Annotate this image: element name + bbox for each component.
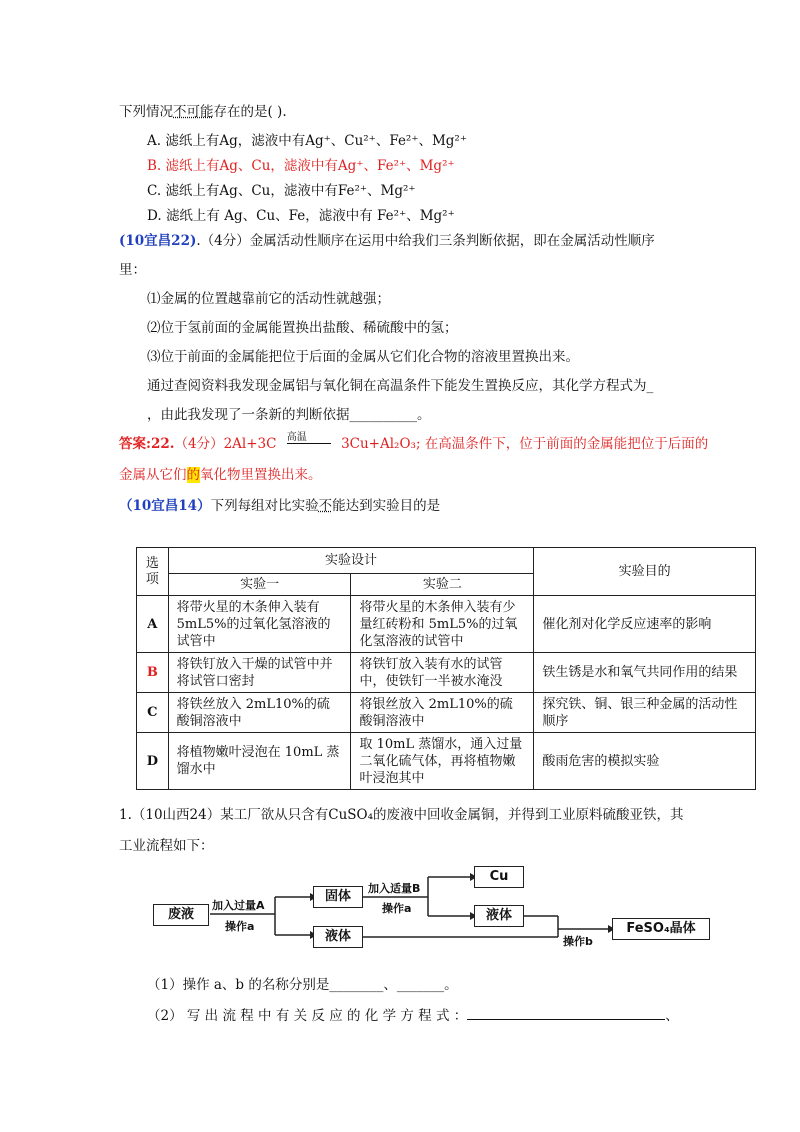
flow-liquid-box: 液体: [313, 926, 363, 948]
row-purpose: 酸雨危害的模拟实验: [534, 733, 756, 790]
row-exp2: 取 10mL 蒸馏水，通入过量二氧化硫气体，再将植物嫩叶浸泡其中: [351, 733, 534, 790]
header-exp1: 实验一: [168, 574, 351, 596]
q22-rule-3: ⑶位于前面的金属能把位于后面的金属从它们化合物的溶液里置换出来。: [147, 349, 579, 365]
row-exp1: 将植物嫩叶浸泡在 10mL 蒸馏水中: [168, 733, 351, 790]
row-purpose: 探究铁、铜、银三种金属的活动性顺序: [534, 693, 756, 733]
flow-cu-box: Cu: [474, 866, 524, 888]
row-exp2: 将银丝放入 2mL10%的硫酸铜溶液中: [351, 693, 534, 733]
flow-op-a-label: 操作a: [225, 920, 255, 933]
q22-intro-2: 里：: [119, 262, 146, 278]
reaction-arrow: 高温: [281, 436, 337, 452]
row-option: B: [137, 653, 169, 693]
header-option: 选项: [137, 548, 169, 596]
row-option: C: [137, 693, 169, 733]
q1-stem: 下列情况不可能存在的是( ).: [119, 104, 287, 120]
row-exp1: 将带火星的木条伸入装有5mL5%的过氧化氢溶液的试管中: [168, 596, 351, 653]
row-purpose: 催化剂对化学反应速率的影响: [534, 596, 756, 653]
q24-sub-2: （2） 写 出 流 程 中 有 关 反 应 的 化 学 方 程 式 ： 、: [147, 1008, 679, 1024]
q24-stem-1: 1.（10山西24）某工厂欲从只含有CuSO₄的废液中回收金属铜，并得到工业原料硫酸亚铁，其: [119, 807, 684, 823]
row-exp2: 将带火星的木条伸入装有少量红砖粉和 5mL5%的过氧化氢溶液的试管中: [351, 596, 534, 653]
q24-stem-2: 工业流程如下：: [119, 838, 214, 854]
q1-option-d: D. 滤纸上有 Ag、Cu、Fe，滤液中有 Fe²⁺、Mg²⁺: [147, 208, 455, 224]
q22-rule-1: ⑴金属的位置越靠前它的活动性就越强；: [147, 291, 390, 307]
header-design: 实验设计: [168, 548, 534, 574]
q14-stem: （10宜昌14）下列每组对比实验不能达到实验目的是: [119, 498, 441, 514]
flow-add-b-label: 加入适量B: [368, 882, 421, 895]
q22-answer-2: 金属从它们的氧化物里置换出来。: [119, 467, 322, 483]
q22-discover-1: 通过查阅资料我发现金属铝与氧化铜在高温条件下能发生置换反应，其化学方程式为_: [147, 378, 654, 394]
flow-op-b-label: 操作b: [563, 935, 593, 948]
q1-option-a: A. 滤纸上有Ag，滤液中有Ag⁺、Cu²⁺、Fe²⁺、Mg²⁺: [147, 133, 467, 149]
q22-intro: (10宜昌22).（4分）金属活动性顺序在运用中给我们三条判断依据，即在金属活动性顺序: [119, 233, 655, 249]
header-purpose: 实验目的: [534, 548, 756, 596]
flow-solid-box: 固体: [313, 886, 363, 908]
flow-waste-box: 废液: [153, 904, 209, 926]
q24-sub-1: （1）操作 a、b 的名称分别是________、_______。: [147, 977, 458, 993]
header-exp2: 实验二: [351, 574, 534, 596]
q22-rule-2: ⑵位于氢前面的金属能置换出盐酸、稀硫酸中的氢；: [147, 320, 458, 336]
q22-answer-1: 答案:22.（4分）2Al+3C 高温 3Cu+Al₂O₃; 在高温条件下，位于前面的金属能把位于后面的: [119, 432, 709, 452]
row-exp2: 将铁钉放入装有水的试管中，使铁钉一半被水淹没: [351, 653, 534, 693]
row-purpose: 铁生锈是水和氧气共同作用的结果: [534, 653, 756, 693]
flow-op-a2-label: 操作a: [382, 902, 412, 915]
row-option: A: [137, 596, 169, 653]
row-exp1: 将铁钉放入干燥的试管中并将试管口密封: [168, 653, 351, 693]
row-exp1: 将铁丝放入 2mL10%的硫酸铜溶液中: [168, 693, 351, 733]
flow-product-box: FeSO₄晶体: [612, 918, 710, 940]
q1-option-b: B. 滤纸上有Ag、Cu，滤液中有Ag⁺、Fe²⁺、Mg²⁺: [147, 158, 455, 174]
flow-add-a-label: 加入过量A: [212, 899, 265, 912]
q22-discover-2: ，由此我发现了一条新的判断依据__________。: [147, 407, 431, 423]
row-option: D: [137, 733, 169, 790]
flow-liquid2-box: 液体: [474, 905, 524, 927]
q1-option-c: C. 滤纸上有Ag、Cu，滤液中有Fe²⁺、Mg²⁺: [147, 183, 416, 199]
